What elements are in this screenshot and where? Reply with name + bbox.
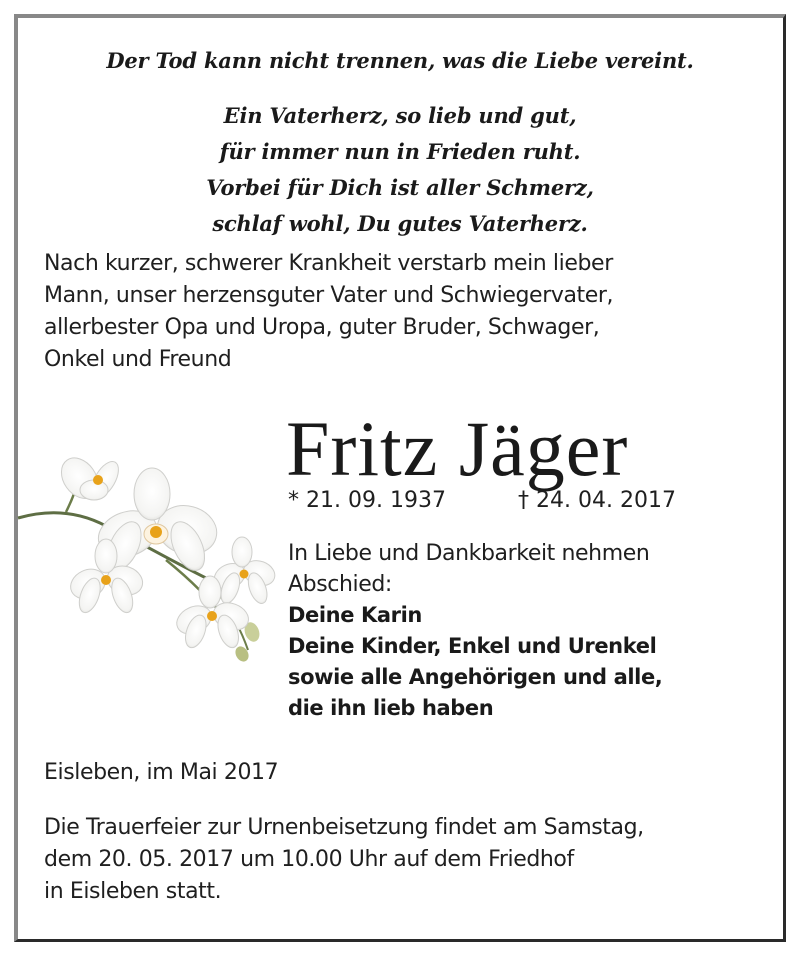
- funeral-line: dem 20. 05. 2017 um 10.00 Uhr auf dem Friedhof: [44, 847, 574, 872]
- poem-line: Ein Vaterherz, so lieb und gut,: [223, 103, 577, 128]
- intro-line: Mann, unser herzensguter Vater und Schwiegervater,: [44, 283, 614, 308]
- poem: [0, 98, 800, 242]
- mourner-line: sowie alle Angehörigen und alle,: [288, 665, 663, 689]
- poem-line: Vorbei für Dich ist aller Schmerz,: [206, 175, 594, 200]
- deceased-name: Fritz Jäger: [286, 405, 629, 492]
- intro-line: Onkel und Freund: [44, 347, 232, 372]
- funeral-line: Die Trauerfeier zur Urnenbeisetzung findet am Samstag,: [44, 815, 644, 840]
- death-date: † 24. 04. 2017: [518, 488, 676, 513]
- poem-line: schlaf wohl, Du gutes Vaterherz.: [212, 211, 588, 236]
- mourners-list: [288, 600, 748, 724]
- funeral-line: in Eisleben statt.: [44, 879, 222, 904]
- farewell-text: [288, 538, 728, 600]
- birth-date: * 21. 09. 1937: [288, 488, 446, 513]
- farewell-line: Abschied:: [288, 572, 392, 597]
- intro-line: allerbester Opa und Uropa, guter Bruder, Schwager,: [44, 315, 600, 340]
- orchid-image: [16, 440, 276, 680]
- mourner-line: Deine Kinder, Enkel und Urenkel: [288, 634, 657, 658]
- funeral-info: [44, 812, 764, 908]
- motto: Der Tod kann nicht trennen, was die Liebe vereint.: [106, 48, 694, 73]
- farewell-line: In Liebe und Dankbarkeit nehmen: [288, 541, 650, 566]
- intro-text: [44, 248, 744, 376]
- mourner-line: Deine Karin: [288, 603, 422, 627]
- place-date: Eisleben, im Mai 2017: [44, 760, 279, 785]
- intro-line: Nach kurzer, schwerer Krankheit verstarb mein lieber: [44, 251, 613, 276]
- mourner-line: die ihn lieb haben: [288, 696, 494, 720]
- poem-line: für immer nun in Frieden ruht.: [219, 139, 581, 164]
